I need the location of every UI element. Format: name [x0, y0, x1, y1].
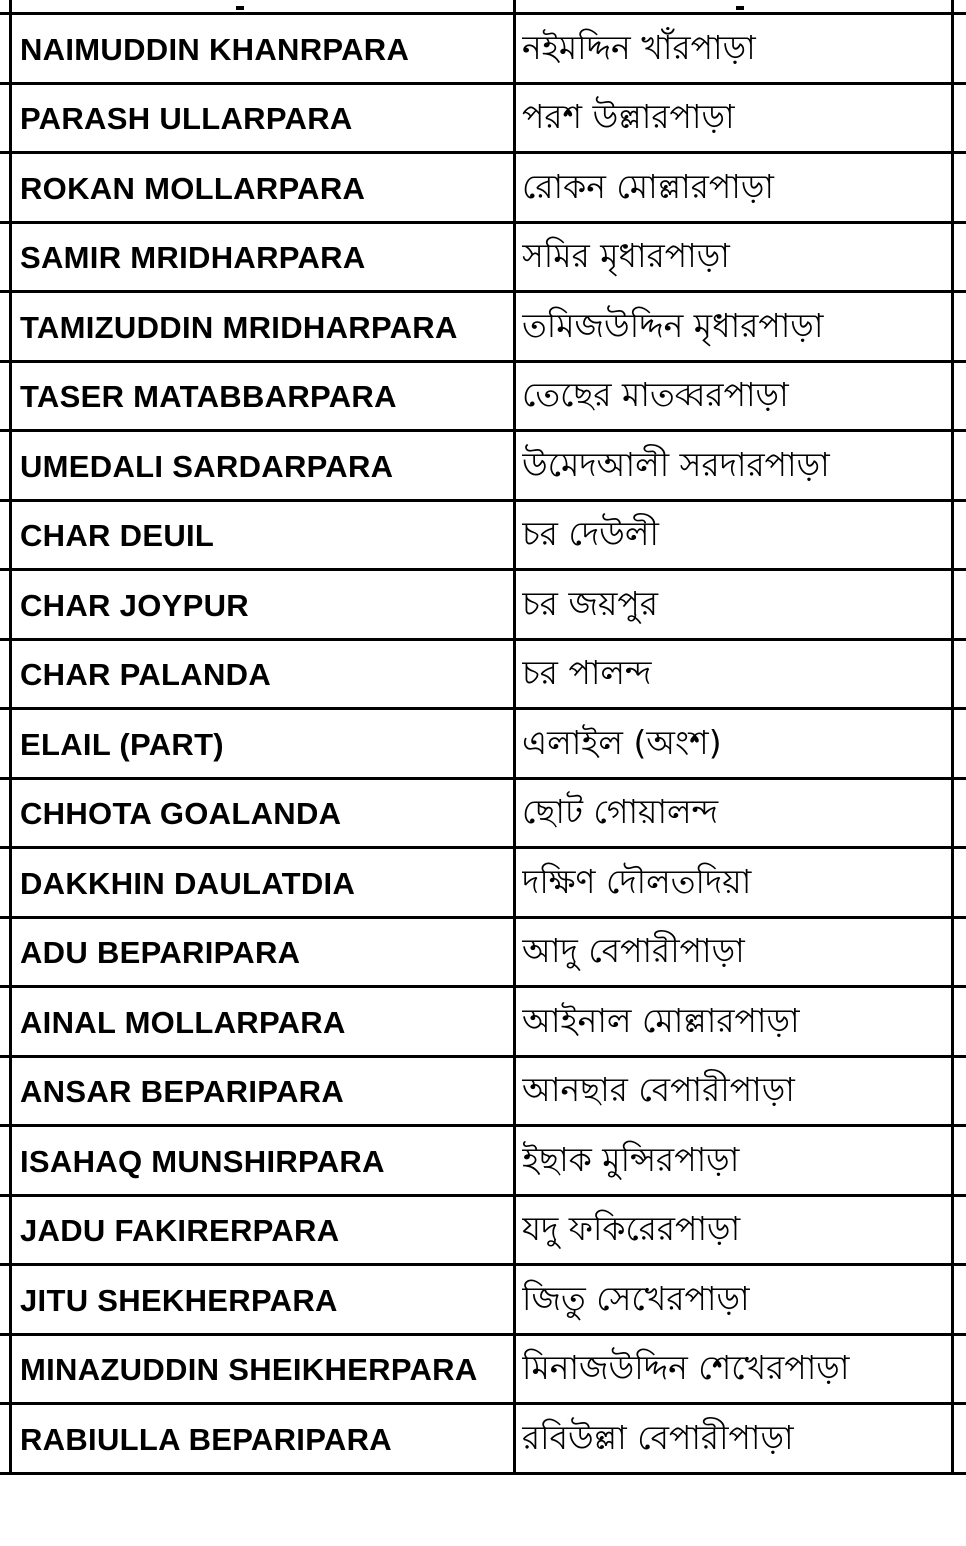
- place-name-bangla: সমির মৃধারপাড়া: [522, 236, 730, 276]
- place-name-bangla: পরশ উল্লারপাড়া: [522, 97, 735, 137]
- place-name-bangla: চর পালন্দ: [522, 653, 652, 693]
- table-row: [0, 1266, 966, 1336]
- place-name-english: MINAZUDDIN SHEIKHERPARA: [20, 1352, 478, 1388]
- place-name-english: CHHOTA GOALANDA: [20, 796, 342, 832]
- place-name-english: JITU SHEKHERPARA: [20, 1282, 338, 1318]
- place-name-english: DAKKHIN DAULATDIA: [20, 865, 356, 901]
- place-name-english: TAMIZUDDIN MRIDHARPARA: [20, 309, 458, 345]
- place-name-english: ANSAR BEPARIPARA: [20, 1074, 345, 1110]
- table-row: [0, 849, 966, 919]
- place-name-english: NAIMUDDIN KHANRPARA: [20, 31, 410, 67]
- table-row: [0, 502, 966, 572]
- table-row: [0, 780, 966, 850]
- place-name-english: CHAR DEUIL: [20, 518, 215, 554]
- table-row: [0, 1336, 966, 1406]
- place-name-bangla: যদু ফকিরেরপাড়া: [522, 1209, 741, 1249]
- table-row: [0, 293, 966, 363]
- cut-off-glyph-fragment: [236, 6, 244, 10]
- place-name-english: UMEDALI SARDARPARA: [20, 448, 394, 484]
- place-name-bangla: ছোট গোয়ালন্দ: [522, 792, 719, 832]
- table-row: [0, 1127, 966, 1197]
- cut-off-glyph-fragment: [736, 6, 744, 10]
- table-row: [0, 15, 966, 85]
- table-row: [0, 571, 966, 641]
- place-name-bangla: চর দেউলী: [522, 514, 659, 554]
- place-name-bangla: ইছাক মুন্সিরপাড়া: [522, 1139, 740, 1179]
- place-name-bangla: রোকন মোল্লারপাড়া: [522, 166, 774, 206]
- place-name-english: JADU FAKIRERPARA: [20, 1213, 340, 1249]
- place-name-english: TASER MATABBARPARA: [20, 379, 397, 415]
- place-name-english: CHAR PALANDA: [20, 657, 272, 693]
- table-row: [0, 710, 966, 780]
- place-name-bangla: আদু বেপারীপাড়া: [522, 931, 745, 971]
- place-name-english: ISAHAQ MUNSHIRPARA: [20, 1143, 385, 1179]
- place-name-english: ELAIL (PART): [20, 726, 224, 762]
- table-row: [0, 988, 966, 1058]
- cut-off-previous-row: [0, 0, 966, 10]
- table-row: [0, 432, 966, 502]
- place-name-bangla: রবিউল্লা বেপারীপাড়া: [522, 1417, 794, 1457]
- table-row: [0, 154, 966, 224]
- table-row: [0, 1197, 966, 1267]
- place-name-bangla: চর জয়পুর: [522, 583, 658, 623]
- place-name-english: ADU BEPARIPARA: [20, 935, 301, 971]
- place-name-bangla: আইনাল মোল্লারপাড়া: [522, 1000, 800, 1040]
- place-name-english: AINAL MOLLARPARA: [20, 1004, 346, 1040]
- table-row: [0, 363, 966, 433]
- place-name-bangla: আনছার বেপারীপাড়া: [522, 1070, 795, 1110]
- place-name-bangla: জিতু সেখেরপাড়া: [522, 1278, 750, 1318]
- place-name-bangla: তেছের মাতব্বরপাড়া: [522, 375, 789, 415]
- table-row: [0, 1405, 966, 1475]
- place-name-bangla: তমিজউদ্দিন মৃধারপাড়া: [522, 305, 824, 345]
- place-name-english: ROKAN MOLLARPARA: [20, 170, 366, 206]
- table-row: [0, 641, 966, 711]
- place-name-english: PARASH ULLARPARA: [20, 101, 353, 137]
- place-name-bangla: উমেদআলী সরদারপাড়া: [522, 444, 830, 484]
- place-name-english: RABIULLA BEPARIPARA: [20, 1421, 392, 1457]
- place-name-english: CHAR JOYPUR: [20, 587, 249, 623]
- table-row: [0, 85, 966, 155]
- place-name-bangla: নইমদ্দিন খাঁরপাড়া: [522, 27, 756, 67]
- table-row: [0, 224, 966, 294]
- place-name-bangla: এলাইল (অংশ): [522, 722, 722, 762]
- place-name-english: SAMIR MRIDHARPARA: [20, 240, 366, 276]
- table-row: [0, 1058, 966, 1128]
- place-name-bangla: দক্ষিণ দৌলতদিয়া: [522, 861, 752, 901]
- place-name-bangla: মিনাজউদ্দিন শেখেরপাড়া: [522, 1348, 850, 1388]
- table-row: [0, 919, 966, 989]
